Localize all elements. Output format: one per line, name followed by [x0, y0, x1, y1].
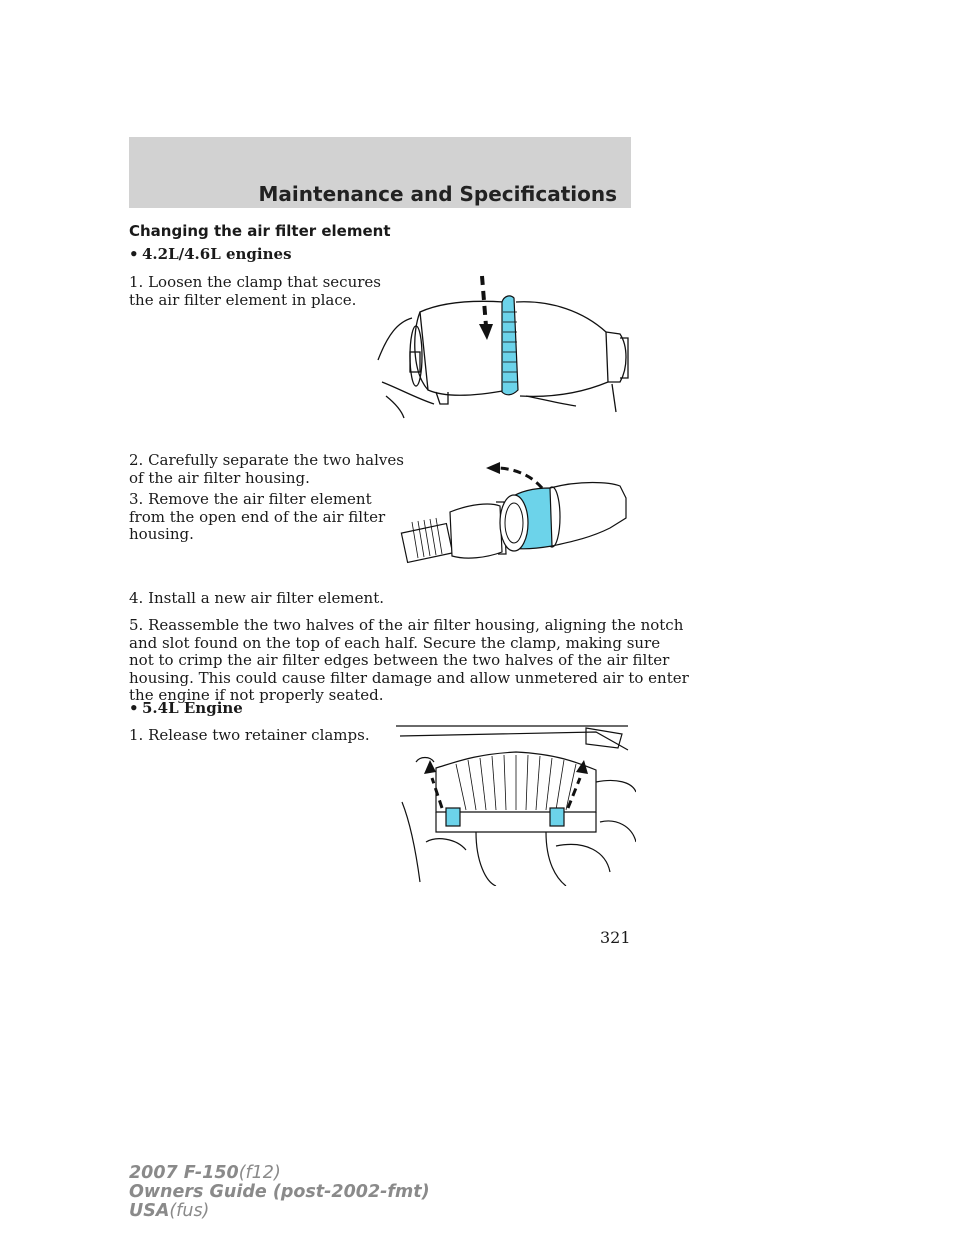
step-6-text: 1. Release two retainer clamps. — [129, 726, 370, 744]
footer-line-3 — [129, 1202, 430, 1221]
engine-retainer-clamps-illustration — [396, 722, 636, 886]
page-header-title: Maintenance and Specifications — [258, 182, 617, 206]
step-2-text — [129, 452, 404, 487]
step-1-text — [129, 274, 381, 309]
text-line: the air filter element in place. — [129, 290, 357, 309]
step-3-text — [129, 491, 385, 544]
bullet-engine-4-2-4-6 — [129, 246, 292, 264]
air-filter-housing-separated-illustration — [400, 458, 636, 576]
text-line: housing. — [129, 525, 194, 543]
section-title: Changing the air filter element — [129, 222, 391, 240]
step-4-text: 4. Install a new air filter element. — [129, 589, 384, 607]
text-line: not to crimp the air filter edges between the two halves of the air filter — [129, 651, 670, 669]
header-band — [129, 137, 631, 208]
air-filter-clamp-illustration — [376, 272, 638, 420]
text-line: the engine if not properly seated. — [129, 686, 384, 704]
footer-model-code: (f12) — [238, 1163, 281, 1183]
page-number: 321 — [600, 928, 631, 947]
footer-model: 2007 F-150 — [129, 1163, 239, 1183]
text-line: and slot found on the top of each half. Secure the clamp, making sure — [129, 633, 661, 652]
text-line: 2. Carefully separate the two halves — [129, 451, 404, 469]
text-line: from the open end of the air filter — [129, 507, 386, 526]
footer-market: USA — [129, 1201, 170, 1221]
bullet-marker: • — [129, 699, 139, 717]
text-line: of the air filter housing. — [129, 468, 310, 487]
text-line: 5. Reassemble the two halves of the air filter housing, aligning the notch — [129, 616, 684, 634]
step-5-text — [129, 617, 689, 705]
footer-market-code: (fus) — [169, 1201, 210, 1221]
bullet-label: 4.2L/4.6L engines — [142, 245, 292, 263]
text-line: 3. Remove the air filter element — [129, 490, 372, 508]
footer-line-1 — [129, 1164, 430, 1183]
text-line: housing. This could cause filter damage and allow unmetered air to enter — [129, 668, 689, 687]
bullet-label: 5.4L Engine — [142, 699, 243, 717]
footer-line-2: Owners Guide (post-2002-fmt) — [129, 1182, 430, 1202]
bullet-engine-5-4 — [129, 700, 243, 718]
bullet-marker: • — [129, 245, 139, 263]
text-line: 1. Loosen the clamp that secures — [129, 273, 381, 291]
footer — [129, 1164, 430, 1221]
